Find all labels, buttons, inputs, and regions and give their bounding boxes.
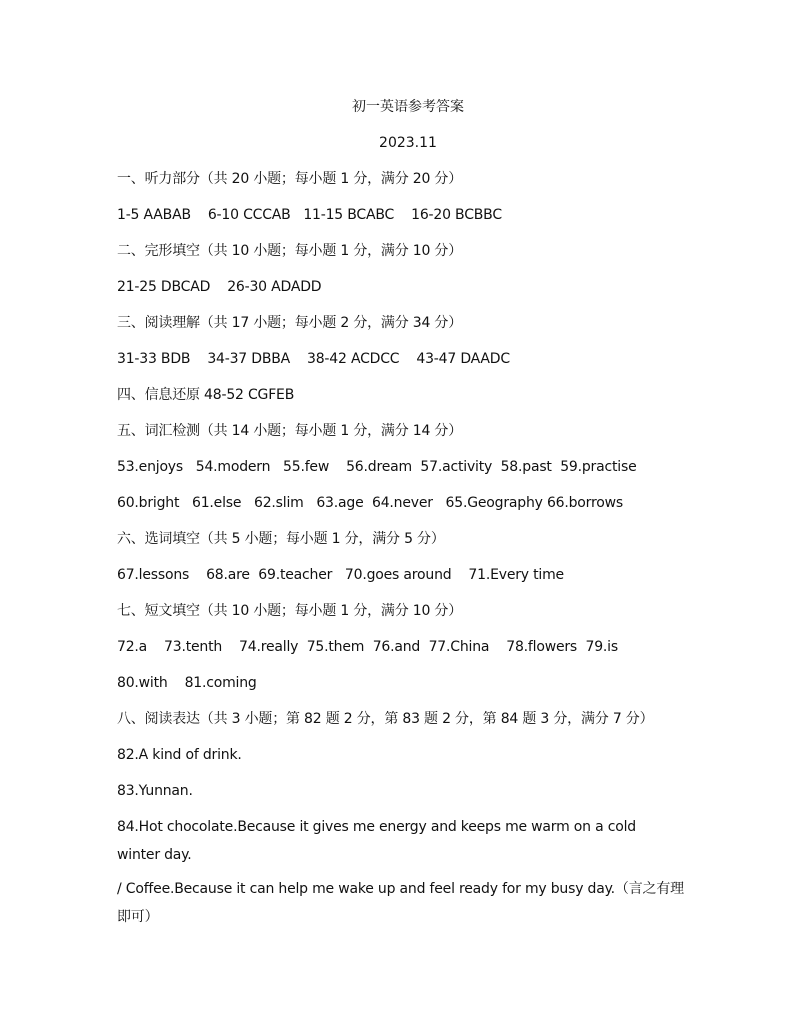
section-1-answers: 1-5 AABAB 6-10 CCCAB 11-15 BCABC 16-20 BCBBC <box>117 207 502 223</box>
section-7-answers-line-2: 80.with 81.coming <box>117 675 257 691</box>
answer-84: 84.Hot chocolate.Because it gives me energy and keeps me warm on a cold winter day. <box>117 819 636 863</box>
section-4-heading: 四、信息还原 48-52 CGFEB <box>117 387 295 403</box>
section-1-heading: 一、听力部分（共 20 小题；每小题 1 分，满分 20 分） <box>117 171 463 187</box>
section-5-heading: 五、词汇检测（共 14 小题；每小题 1 分，满分 14 分） <box>117 423 463 439</box>
answer-84-alternative: / Coffee.Because it can help me wake up and feel ready for my busy day.（言之有理即可） <box>117 881 684 925</box>
document-date: 2023.11 <box>379 135 437 151</box>
section-6-answers: 67.lessons 68.are 69.teacher 70.goes around 71.Every time <box>117 567 564 583</box>
answer-83: 83.Yunnan. <box>117 783 193 799</box>
section-5-answers-line-1: 53.enjoys 54.modern 55.few 56.dream 57.activity 58.past 59.practise <box>117 459 637 475</box>
section-8-heading: 八、阅读表达（共 3 小题；第 82 题 2 分，第 83 题 2 分，第 84 题 3 分，满分 7 分） <box>117 711 654 727</box>
section-7-heading: 七、短文填空（共 10 小题；每小题 1 分，满分 10 分） <box>117 603 463 619</box>
section-2-heading: 二、完形填空（共 10 小题；每小题 1 分，满分 10 分） <box>117 243 463 259</box>
section-3-heading: 三、阅读理解（共 17 小题；每小题 2 分，满分 34 分） <box>117 315 463 331</box>
document-title: 初一英语参考答案 <box>352 99 464 115</box>
section-5-answers-line-2: 60.bright 61.else 62.slim 63.age 64.never 65.Geography 66.borrows <box>117 495 623 511</box>
section-3-answers: 31-33 BDB 34-37 DBBA 38-42 ACDCC 43-47 DAADC <box>117 351 510 367</box>
section-7-answers-line-1: 72.a 73.tenth 74.really 75.them 76.and 77.China 78.flowers 79.is <box>117 639 618 655</box>
section-2-answers: 21-25 DBCAD 26-30 ADADD <box>117 279 322 295</box>
section-6-heading: 六、选词填空（共 5 小题；每小题 1 分，满分 5 分） <box>117 531 445 547</box>
answer-82: 82.A kind of drink. <box>117 747 242 763</box>
